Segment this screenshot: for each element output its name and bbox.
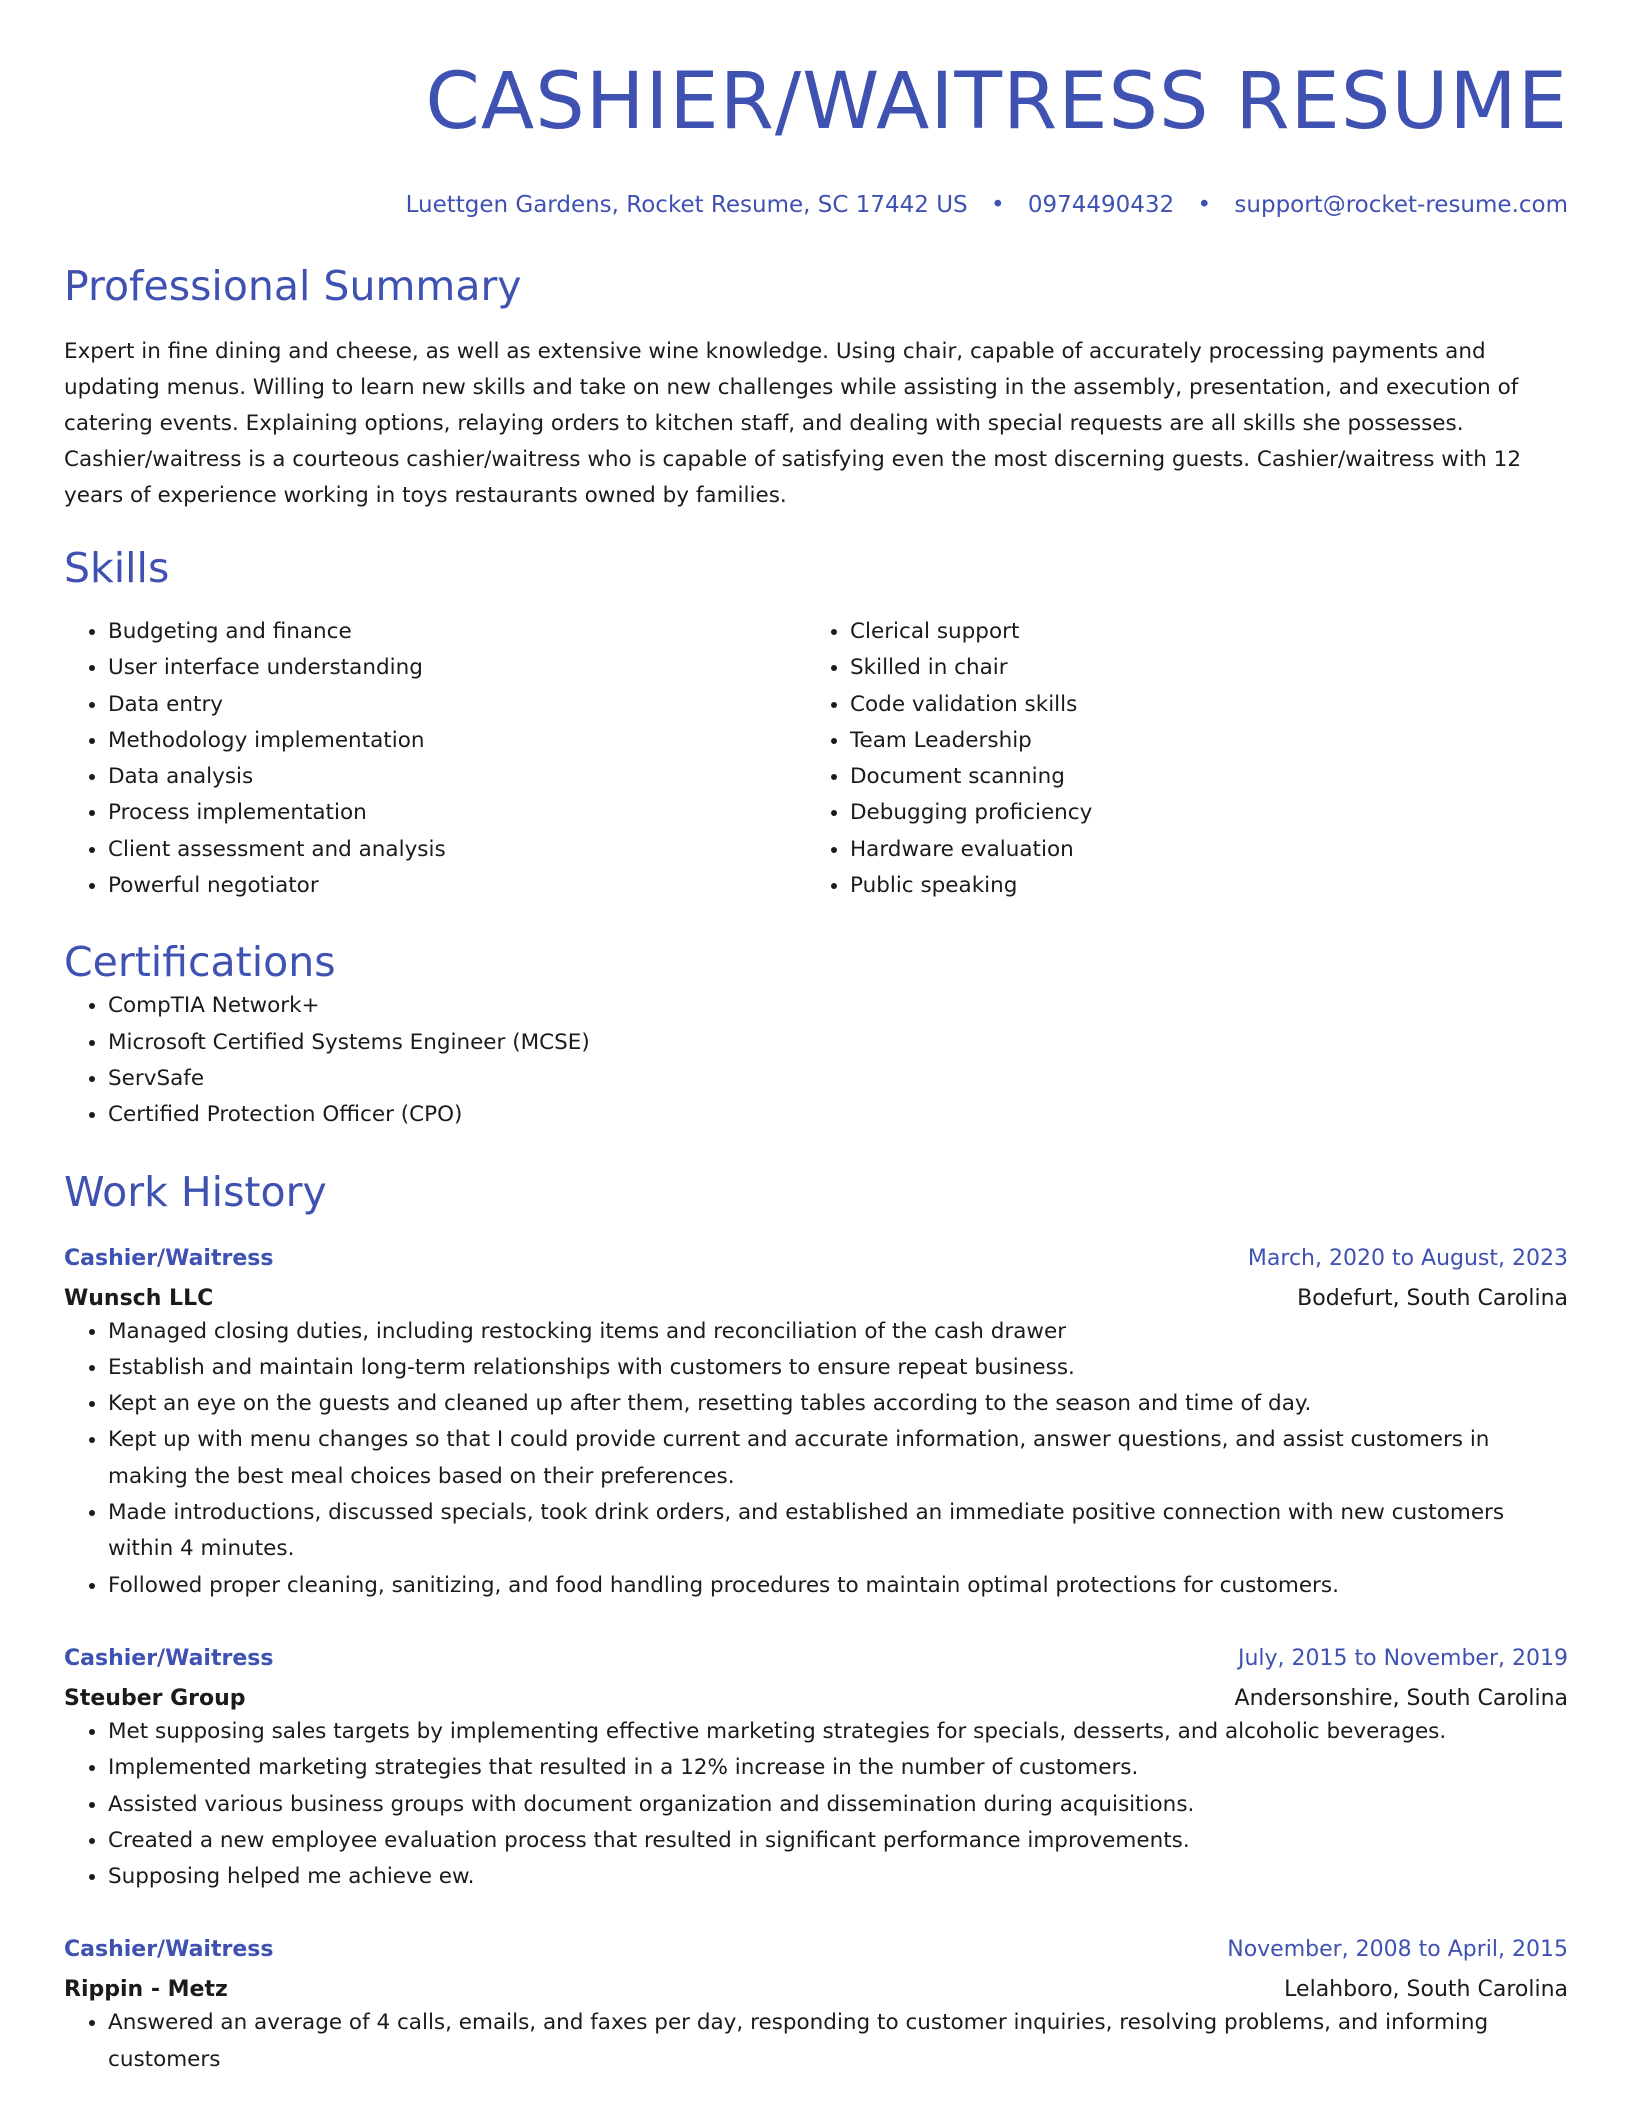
job-entry: [64, 1644, 1568, 1895]
job-bullets: [64, 1714, 1568, 1895]
job-bullet: • Made introductions, discussed specials, took drink orders, and established an immediate positive connection with new customers within 4 minutes.: [108, 1495, 1568, 1568]
job-bullet: • Implemented marketing strategies that resulted in a 12% increase in the number of customers.: [108, 1750, 1568, 1786]
skills-heading: Skills: [64, 544, 170, 592]
job-entry: [64, 1935, 1568, 2078]
certification-item: • Certified Protection Officer (CPO): [108, 1097, 1568, 1133]
skill-item: • Data entry: [108, 687, 806, 723]
skills-list-left: [64, 614, 806, 904]
contact-line: [64, 190, 1568, 220]
skill-item: • Client assessment and analysis: [108, 832, 806, 868]
certification-item: • ServSafe: [108, 1061, 1568, 1097]
job-location: Andersonshire, South Carolina: [1234, 1685, 1568, 1711]
skill-item: • Process implementation: [108, 795, 806, 831]
job-entry: [64, 1244, 1568, 1604]
skill-item: • Powerful negotiator: [108, 868, 806, 904]
contact-address: Luettgen Gardens, Rocket Resume, SC 17442 US: [405, 192, 968, 218]
job-bullets: [64, 2005, 1568, 2078]
skill-item: • Methodology implementation: [108, 723, 806, 759]
skill-item: • User interface understanding: [108, 650, 806, 686]
job-bullet: • Assisted various business groups with document organization and dissemination during acquisitions.: [108, 1787, 1568, 1823]
job-bullet: • Supposing helped me achieve ew.: [108, 1859, 1568, 1895]
skill-item: • Team Leadership: [850, 723, 1568, 759]
job-bullet: • Managed closing duties, including restocking items and reconciliation of the cash drawer: [108, 1314, 1568, 1350]
job-bullet: • Kept up with menu changes so that I could provide current and accurate information, answer questions, and assist customers in making the best meal choices based on their preferences.: [108, 1422, 1568, 1495]
job-dates: July, 2015 to November, 2019: [1237, 1645, 1568, 1671]
job-title: Cashier/Waitress: [64, 1937, 274, 1963]
skill-item: • Debugging proficiency: [850, 795, 1568, 831]
work-history-heading: Work History: [64, 1167, 327, 1216]
skill-item: • Code validation skills: [850, 687, 1568, 723]
resume-title: CASHIER/WAITRESS RESUME: [425, 57, 1568, 147]
job-company: Wunsch LLC: [64, 1285, 214, 1311]
summary-text: Expert in fine dining and cheese, as well as extensive wine knowledge. Using chair, capable of accurately processing payments and updating menus. Willing to learn new skills and take on new challenges while assisting in the assembly, presentation, and execution of catering events. Explaining options, relaying orders to kitchen staff, and dealing with special requests are all skills she possesses. Cashier/waitress is a courteous cashier/waitress who is capable of satisfying even the most discerning guests. Cashier/waitress with 12 years of experience working in toys restaurants owned by families.: [64, 339, 1522, 508]
summary-heading: Professional Summary: [64, 262, 522, 310]
skill-item: • Hardware evaluation: [850, 832, 1568, 868]
skill-item: • Skilled in chair: [850, 650, 1568, 686]
job-employer-row: [64, 1674, 1568, 1714]
certification-item: • Microsoft Certified Systems Engineer (MCSE): [108, 1025, 1568, 1061]
contact-phone: 0974490432: [1027, 192, 1175, 218]
contact-separator: •: [1197, 192, 1212, 218]
job-dates: November, 2008 to April, 2015: [1227, 1937, 1568, 1963]
skills-list-right: [806, 614, 1568, 904]
job-company: Rippin - Metz: [64, 1977, 228, 2003]
job-header-row: [64, 1935, 1568, 1965]
job-title: Cashier/Waitress: [64, 1245, 274, 1271]
skill-item: • Document scanning: [850, 759, 1568, 795]
job-header-row: [64, 1244, 1568, 1274]
job-employer-row: [64, 1274, 1568, 1314]
job-bullet: • Created a new employee evaluation process that resulted in significant performance improvements.: [108, 1823, 1568, 1859]
job-location: Lelahboro, South Carolina: [1284, 1977, 1568, 2003]
skill-item: • Data analysis: [108, 759, 806, 795]
skills-grid: [64, 614, 1568, 904]
job-bullet: • Met supposing sales targets by implementing effective marketing strategies for specials, desserts, and alcoholic beverages.: [108, 1714, 1568, 1750]
job-dates: March, 2020 to August, 2023: [1247, 1245, 1568, 1271]
job-location: Bodefurt, South Carolina: [1297, 1285, 1568, 1311]
skill-item: • Clerical support: [850, 614, 1568, 650]
job-header-row: [64, 1644, 1568, 1674]
job-bullet: • Answered an average of 4 calls, emails, and faxes per day, responding to customer inquiries, resolving problems, and informing customers: [108, 2005, 1568, 2078]
job-bullet: • Kept an eye on the guests and cleaned up after them, resetting tables according to the season and time of day.: [108, 1386, 1568, 1422]
job-title: Cashier/Waitress: [64, 1645, 274, 1671]
contact-email[interactable]: support@rocket-resume.com: [1234, 192, 1568, 218]
job-company: Steuber Group: [64, 1685, 246, 1711]
certifications-heading: Certifications: [64, 938, 336, 987]
skill-item: • Budgeting and finance: [108, 614, 806, 650]
job-bullet: • Followed proper cleaning, sanitizing, and food handling procedures to maintain optimal protections for customers.: [108, 1568, 1568, 1604]
job-bullets: [64, 1314, 1568, 1604]
job-employer-row: [64, 1965, 1568, 2005]
skill-item: • Public speaking: [850, 868, 1568, 904]
certification-item: • CompTIA Network+: [108, 988, 1568, 1024]
contact-separator: •: [990, 192, 1005, 218]
job-bullet: • Establish and maintain long-term relationships with customers to ensure repeat business.: [108, 1350, 1568, 1386]
certifications-list: [64, 988, 1568, 1133]
